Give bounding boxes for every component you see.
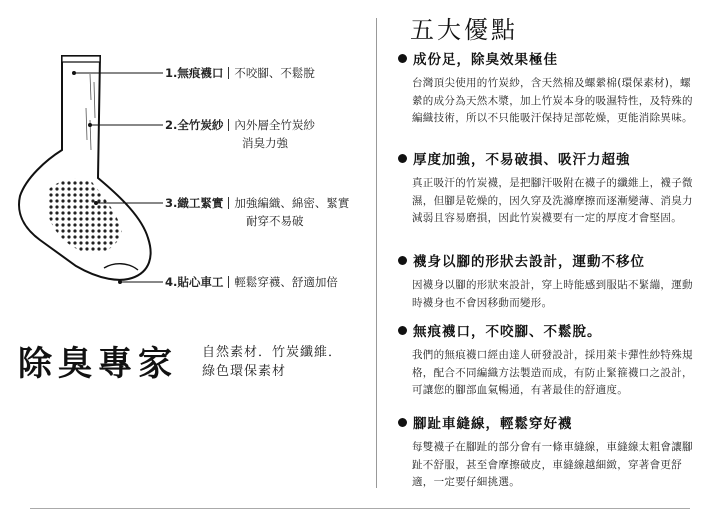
advantage-item-5 xyxy=(398,414,698,492)
bullet-icon xyxy=(398,326,407,335)
advantage-body: 每雙襪子在腳趾的部分會有一條車縫線，車縫線太粗會讓腳趾不舒服，甚至會摩擦破皮，車縫線越細緻，穿著會更舒適，一定要仔細挑選。 xyxy=(412,441,693,488)
callout-1 xyxy=(165,65,315,81)
brand-title: 除臭專家 xyxy=(18,344,178,384)
callout-4 xyxy=(165,274,338,290)
advantage-item-1 xyxy=(398,50,698,128)
bottom-rule xyxy=(30,508,690,509)
advantage-heading: 腳趾車縫線，輕鬆穿好襪 xyxy=(413,416,573,432)
bullet-icon xyxy=(398,256,407,265)
callout-text: 不咬腳、不鬆脫 xyxy=(234,66,315,80)
advantage-heading: 厚度加強，不易破損、吸汗力超強 xyxy=(413,152,631,168)
advantage-body: 我們的無痕襪口經由達人研發設計，採用萊卡彈性紗特殊規格，配合不同編織方法製造而成，有防止緊箍襪口之設計，可讓您的腳部血氣暢通，有著最佳的舒適度。 xyxy=(412,349,693,396)
advantage-heading: 無痕襪口，不咬腳、不鬆脫。 xyxy=(413,324,602,340)
callout-title: 1.無痕襪口 xyxy=(165,66,224,80)
callout-text: 內外層全竹炭紗 xyxy=(234,118,315,132)
bullet-icon xyxy=(398,154,407,163)
callout-3 xyxy=(165,195,349,211)
advantage-body: 因襪身以腳的形狀來設計，穿上時能感到服貼不緊繃，運動時襪身也不會因移動而變形。 xyxy=(412,279,693,309)
callout-title: 3.織工緊實 xyxy=(165,196,224,210)
callout-title: 2.全竹炭紗 xyxy=(165,118,224,132)
callout-2-sub: 消臭力強 xyxy=(242,136,288,150)
callout-3-sub: 耐穿不易破 xyxy=(246,214,304,228)
brand-line-2: 綠色環保素材 xyxy=(202,364,287,379)
callout-text: 加強編織、綿密、緊實 xyxy=(234,196,350,210)
advantage-heading: 襪身以腳的形狀去設計，運動不移位 xyxy=(413,254,645,270)
brand-line-1: 自然素材．竹炭纖維． xyxy=(202,345,343,360)
bullet-icon xyxy=(398,54,407,63)
callout-2 xyxy=(165,117,315,133)
callout-text: 輕鬆穿襪、舒適加倍 xyxy=(234,275,338,289)
advantage-item-4 xyxy=(398,322,698,400)
bullet-icon xyxy=(398,418,407,427)
advantage-body: 台灣頂尖使用的竹炭紗，含天然棉及螺縈棉(環保素材)，螺縈的成分為天然木漿，加上竹炭本身的吸濕特性，及特殊的編織技術，所以不只能吸汗保持足部乾燥，更能消除異味。 xyxy=(412,77,693,124)
callout-title: 4.貼心車工 xyxy=(165,275,224,289)
advantage-item-2 xyxy=(398,150,698,228)
advantage-heading: 成份足，除臭效果極佳 xyxy=(413,52,558,68)
vertical-divider xyxy=(376,18,377,488)
advantage-body: 真正吸汗的竹炭襪，是把腳汗吸附在襪子的纖維上，襪子微濕，但腳是乾燥的，因久穿及洗滌摩擦而逐漸變薄、消臭力減弱且容易磨損，因此竹炭襪要有一定的厚度才會堅固。 xyxy=(412,177,693,224)
advantages-title: 五大優點 xyxy=(410,16,518,44)
brand-subtitle xyxy=(202,343,342,381)
advantage-item-3 xyxy=(398,252,698,312)
